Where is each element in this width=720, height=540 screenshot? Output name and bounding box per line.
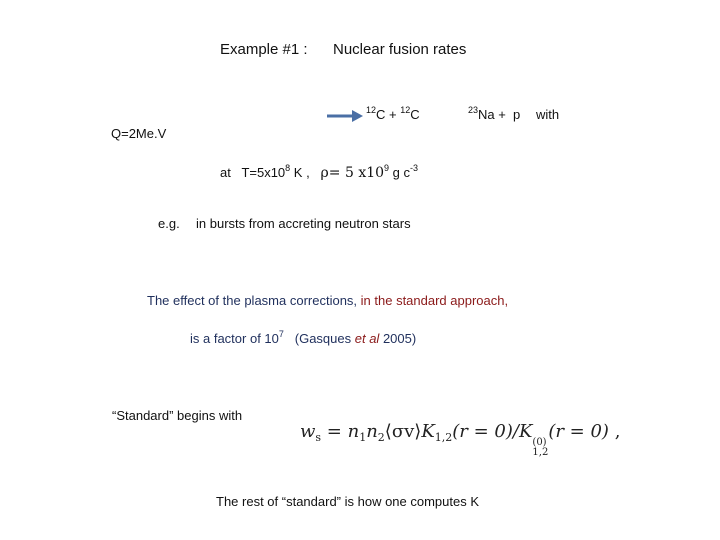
density-exponent: 9	[384, 163, 390, 173]
reactant2-symbol: C	[410, 107, 420, 122]
product-text: Na + p	[478, 107, 521, 122]
density-unit-exponent: -3	[410, 163, 419, 173]
standard-rest-text: The rest of “standard” is how one computes K	[216, 494, 480, 509]
density-unit: g c	[389, 165, 411, 180]
reaction-products	[468, 107, 520, 122]
plasma-factor-exponent: 7	[278, 329, 284, 339]
reaction-reactants	[366, 107, 420, 122]
eg-label: e.g.	[158, 216, 180, 231]
temperature-unit: K ,	[290, 165, 310, 180]
reactant1-mass: 12	[366, 105, 377, 115]
eg-text: in bursts from accreting neutron stars	[196, 216, 411, 231]
reactant1-symbol: C +	[376, 107, 397, 122]
right-arrow-icon	[326, 107, 364, 125]
temperature-text: at T=5x10	[220, 165, 286, 180]
citation-year: 2005)	[382, 331, 417, 346]
citation-author: (Gasques	[294, 331, 352, 346]
with-text: with	[536, 107, 560, 122]
example-label: Example #1 :	[220, 41, 308, 58]
temperature-exponent: 8	[285, 163, 291, 173]
slide-title: Nuclear fusion rates	[333, 41, 467, 58]
plasma-factor-text: is a factor of 10	[190, 331, 279, 346]
conditions-line	[220, 165, 418, 181]
citation-etal: et al	[354, 331, 380, 346]
density-text: ρ= 5 x10	[320, 165, 385, 181]
q-value: Q=2Me.V	[111, 126, 167, 141]
product-mass: 23	[468, 105, 479, 115]
plasma-effect-text: The effect of the plasma corrections,	[147, 293, 358, 308]
plasma-approach-text: in the standard approach,	[360, 293, 509, 308]
reactant2-mass: 12	[400, 105, 411, 115]
rate-equation: $w_s$ = $n_1n_2⟨\sigma v⟩K_{1,2}(r = 0)/K$ (0) 1,2 (r = 0) ,	[300, 421, 621, 458]
plasma-line-2	[190, 331, 416, 346]
plasma-line-1	[147, 293, 508, 308]
standard-begins-text: “Standard” begins with	[112, 408, 243, 423]
